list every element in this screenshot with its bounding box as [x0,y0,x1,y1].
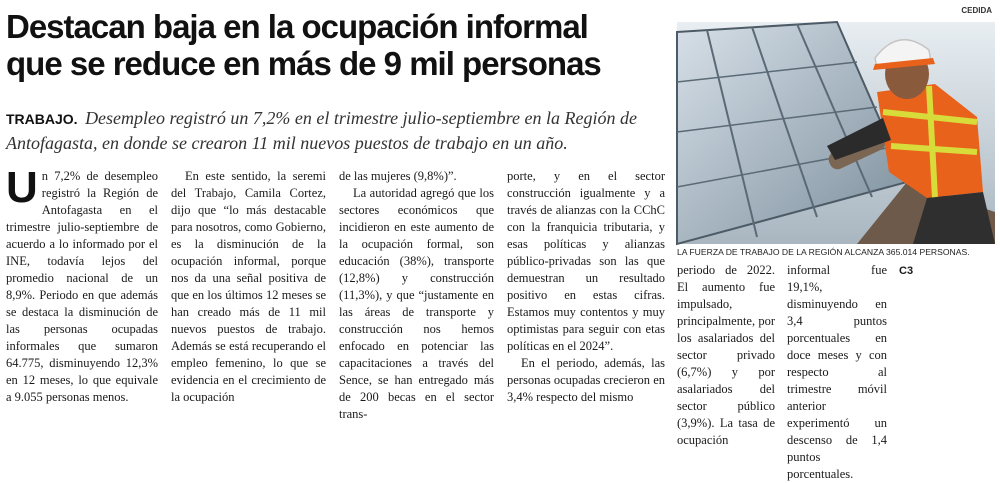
body-paragraph-5: periodo de 2022. El aumento fue impulsado, principalmente, por los asalariados del sector privado (6,7%) y por asalariados del sector público (3,9%). La tasa de ocupación [677,263,775,447]
body-column-4 [507,168,665,406]
headline-line-1: Destacan baja en la ocupación informal [6,8,588,45]
body-column-7 [899,262,995,280]
lead-text: Desempleo registró un 7,2% en el trimestre julio-septiembre en la Región de Antofagasta, en donde se crearon 11 mil nuevos puestos de trabajo en un año. [6,108,637,153]
body-paragraph-7 [899,262,995,280]
headline [6,8,666,82]
body-col1-text: n 7,2% de desempleo registró la Región de Antofagasta en el trimestre julio-septiembre de acuerdo a lo informado por el INE, todavía lejos del promedio nacional de un 8,9%. Periodo en que además se destaca la disminución de las personas ocupadas informales que sumaron 64.775, disminuyendo 12,3% en 12 meses, lo que equivale a 9.055 personas menos. [6,169,158,404]
article-photo [677,22,995,244]
end-mark: C3 [899,265,914,277]
body-column-2 [171,168,326,406]
drop-cap: U [6,163,38,212]
body-column-3 [339,168,494,423]
lead-paragraph [6,106,666,155]
body-column-5 [677,262,775,449]
photo-credit: CEDIDA [961,6,992,15]
body-paragraph-4a: porte, y en el sector construcción igualmente y a través de alianzas con la CChC con la franquicia tributaria, y esas políticas y alianzas público-privadas son las que demuestran un resultado positivo en estas cifras. Estamos muy contentos y muy optimistas para seguir con etas políticas en el 2024”. [507,169,665,353]
body-column-6 [787,262,887,483]
body-column-1 [6,163,158,406]
body-paragraph-3a: de las mujeres (9,8%)”. [339,169,457,183]
section-kicker: TRABAJO. [6,111,78,127]
body-paragraph-1 [6,163,158,406]
body-paragraph-3b: La autoridad agregó que los sectores económicos que incidieron en este aumento de la ocupación formal, son educación (38%), transporte (12,8%) y construcción (11,3%), y que “justamente en las áreas de transporte y construcción nos hemos enfocado en potenciar las capacitaciones a través del Sence, se han entregado más de 200 becas en el sector trans- [339,186,494,421]
body-paragraph-4b: En el periodo, además, las personas ocupadas crecieron en 3,4% respecto del mismo [507,356,665,404]
photo-caption: LA FUERZA DE TRABAJO DE LA REGIÓN ALCANZA 365.014 PERSONAS. [677,247,970,257]
headline-line-2: que se reduce en más de 9 mil personas [6,45,601,82]
worker-solar-panels-illustration [677,22,995,244]
body-paragraph-6: informal fue 19,1%, disminuyendo en 3,4 puntos porcentuales en doce meses y con respecto al trimestre móvil anterior experimentó un descenso de 1,4 puntos porcentuales. [787,263,887,481]
body-paragraph-2: En este sentido, la seremi del Trabajo, Camila Cortez, dijo que “lo más destacable para nosotros, como Gobierno, es la disminución de la ocupación informal, porque nos da una señal positiva de que en los últimos 12 meses se han creado más de 11 mil nuevos puestos de trabajo. Además se está recuperando el empleo femenino, lo que se evidencia en el crecimiento de la ocupación [171,169,326,404]
